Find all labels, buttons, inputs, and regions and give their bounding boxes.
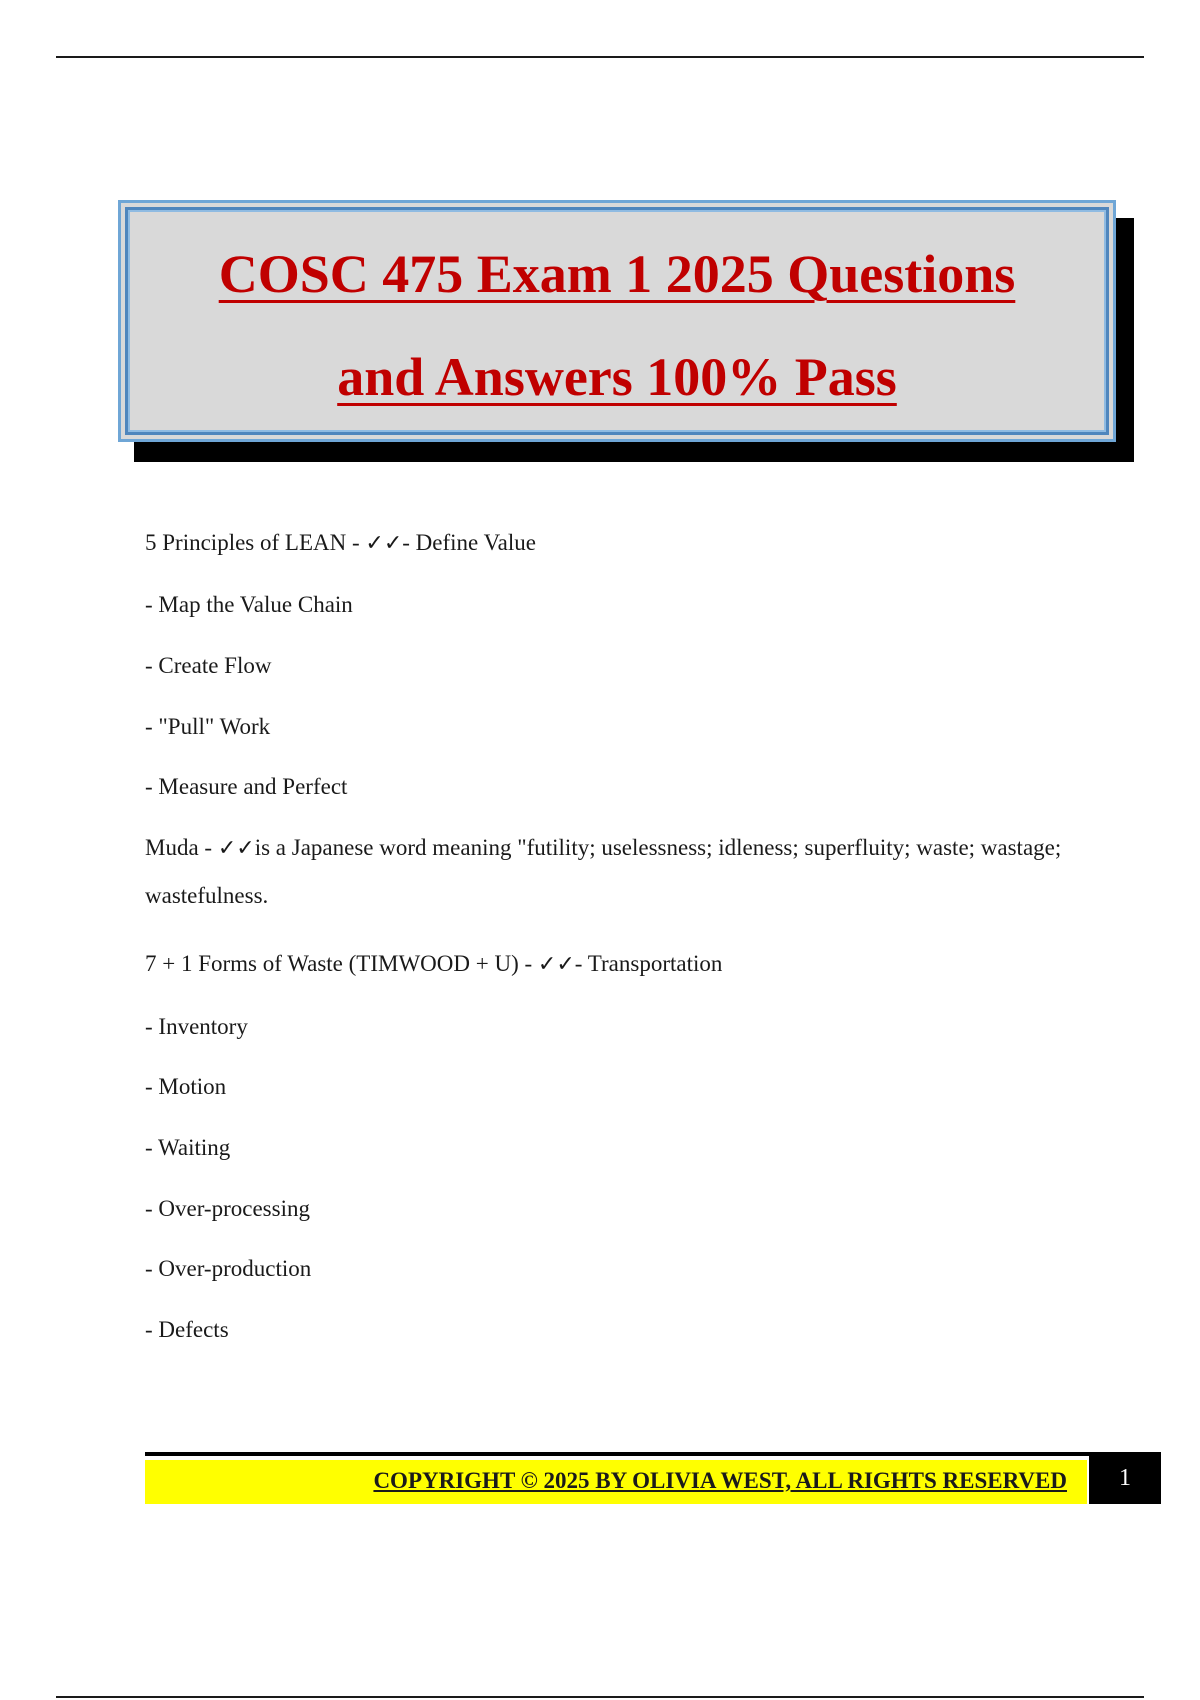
checkmark-icon: ✓✓ — [217, 836, 255, 861]
copyright-text: COPYRIGHT © 2025 BY OLIVIA WEST, ALL RIGHTS RESERVED — [373, 1468, 1067, 1493]
question-text: 7 + 1 Forms of Waste (TIMWOOD + U) - — [145, 951, 538, 976]
answer-line: - "Pull" Work — [145, 714, 271, 739]
document-title-line2: and Answers 100% Pass — [337, 347, 897, 407]
answer-line: - Map the Value Chain — [145, 592, 353, 617]
checkmark-icon: ✓✓ — [537, 952, 575, 977]
answer-lean-principles — [145, 530, 536, 556]
answer-line: - Motion — [145, 1074, 227, 1099]
answer-line: - Measure and Perfect — [145, 774, 348, 799]
checkmark-icon: ✓✓ — [365, 531, 403, 556]
answer-line: - Over-processing — [145, 1196, 310, 1221]
document-title — [121, 223, 1113, 429]
answer-forms-of-waste — [145, 951, 722, 977]
question-text: 5 Principles of LEAN - — [145, 530, 366, 555]
answer-line: - Defects — [145, 1317, 229, 1342]
answer-line: - Create Flow — [145, 653, 272, 678]
answer-line: - Over-production — [145, 1256, 312, 1281]
top-rule — [56, 56, 1144, 58]
bottom-rule — [56, 1696, 1144, 1698]
footer-rule — [145, 1452, 1090, 1456]
document-title-line1: COSC 475 Exam 1 2025 Questions — [218, 244, 1016, 304]
answer-text: is a Japanese word meaning "futility; uselessness; idleness; superfluity; waste; wastage; wastefulness. — [145, 835, 1062, 908]
footer-banner — [145, 1460, 1087, 1504]
answer-text: - Transportation — [574, 951, 723, 976]
page-number: 1 — [1089, 1452, 1161, 1504]
title-box — [118, 200, 1116, 442]
question-text: Muda - — [145, 835, 218, 860]
answer-text: - Define Value — [402, 530, 536, 555]
answer-line: - Waiting — [145, 1135, 231, 1160]
answer-muda — [145, 824, 1065, 919]
answer-line: - Inventory — [145, 1014, 248, 1039]
